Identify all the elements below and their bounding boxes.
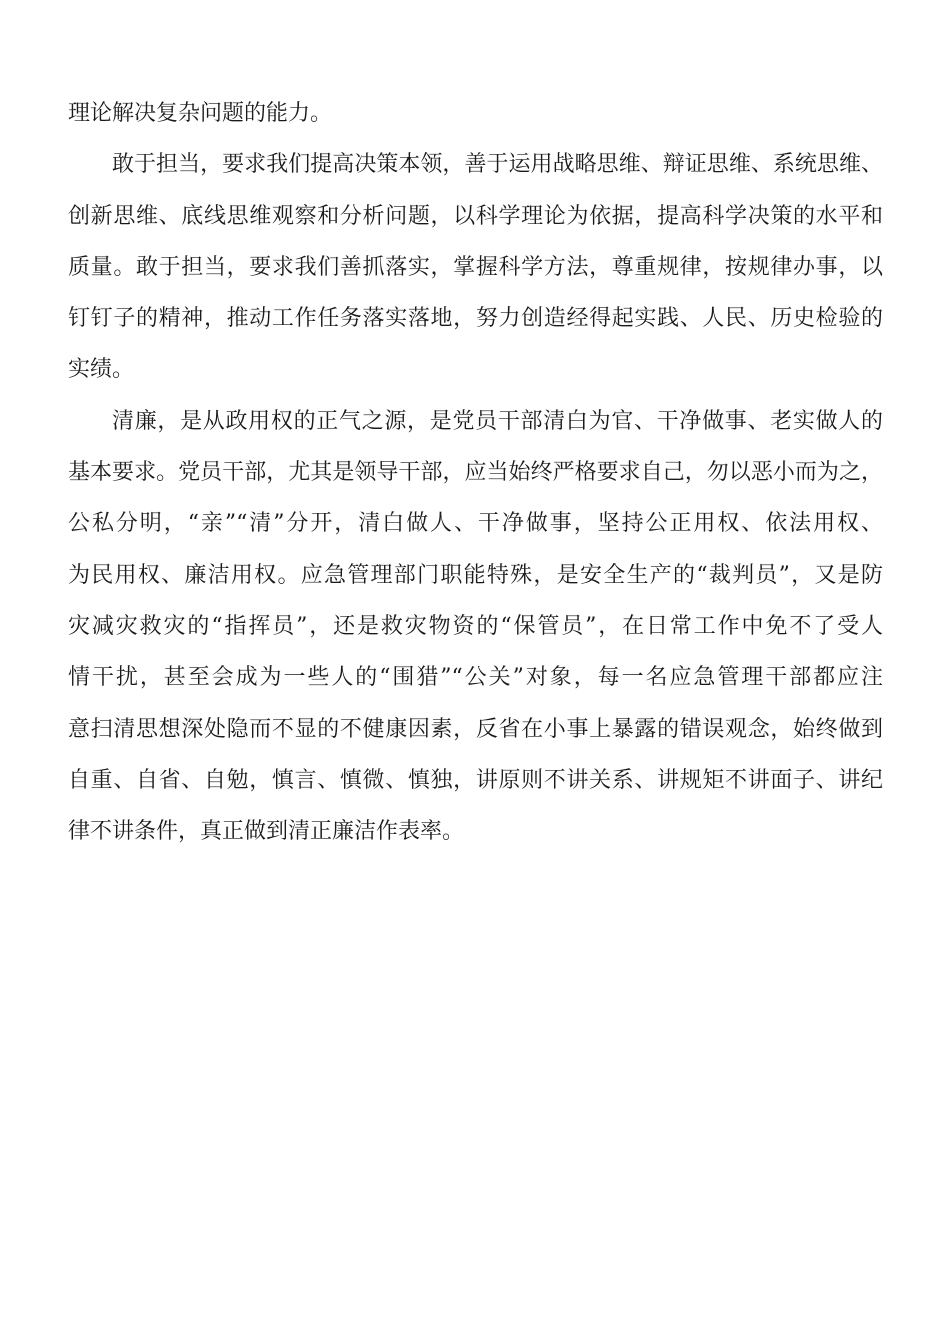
- document-body: [68, 88, 883, 857]
- paragraph-line: 钉钉子的精神，推动工作任务落实落地，努力创造经得起实践、人民、历史检验的: [68, 306, 883, 332]
- paragraph-3: [68, 396, 883, 858]
- paragraph-line: 自重、自省、自勉，慎言、慎微、慎独，讲原则不讲关系、讲规矩不讲面子、讲纪: [68, 767, 883, 793]
- paragraph-line: 清廉，是从政用权的正气之源，是党员干部清白为官、干净做事、老实做人的: [112, 408, 883, 434]
- paragraph-line: 情干扰，甚至会成为一些人的“围猎”“公关”对象，每一名应急管理干部都应注: [68, 665, 883, 691]
- paragraph-line: 敢于担当，要求我们提高决策本领，善于运用战略思维、辩证思维、系统思维、: [112, 152, 883, 178]
- paragraph-2: [68, 139, 883, 395]
- paragraph-line: 律不讲条件，真正做到清正廉洁作表率。: [68, 819, 465, 845]
- paragraph-line: 质量。敢于担当，要求我们善抓落实，掌握科学方法，尊重规律，按规律办事，以: [68, 254, 883, 280]
- paragraph-line: 理论解决复杂问题的能力。: [68, 101, 333, 126]
- paragraph-line: 灾减灾救灾的“指挥员”，还是救灾物资的“保管员”，在日常工作中免不了受人: [68, 613, 883, 639]
- paragraph-line: 创新思维、底线思维观察和分析问题，以科学理论为依据，提高科学决策的水平和: [68, 203, 883, 229]
- paragraph-line: 公私分明，“亲”“清”分开，清白做人、干净做事，坚持公正用权、依法用权、: [68, 511, 883, 537]
- paragraph-1: [68, 88, 883, 139]
- paragraph-line: 实绩。: [68, 357, 135, 383]
- paragraph-line: 基本要求。党员干部，尤其是领导干部，应当始终严格要求自己，勿以恶小而为之，: [68, 460, 883, 486]
- paragraph-line: 为民用权、廉洁用权。应急管理部门职能特殊，是安全生产的“裁判员”，又是防: [68, 562, 883, 588]
- paragraph-line: 意扫清思想深处隐而不显的不健康因素，反省在小事上暴露的错误观念，始终做到: [68, 716, 883, 742]
